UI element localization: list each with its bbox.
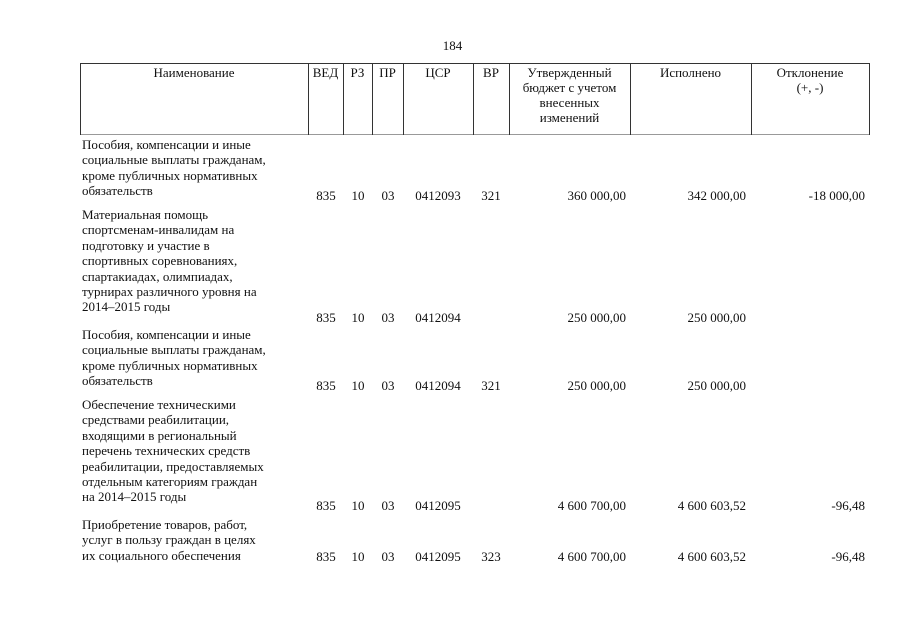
name-line: обязательств xyxy=(82,183,153,199)
name-line: кроме публичных нормативных xyxy=(82,357,258,373)
cell-approved: 4 600 700,00 xyxy=(557,498,626,513)
name-line: кроме публичных нормативных xyxy=(82,167,258,183)
cell-approved: 360 000,00 xyxy=(567,188,626,203)
name-line: услуг в пользу граждан в целях xyxy=(82,532,256,548)
cell-ved: 835 xyxy=(316,188,336,203)
table-row-name xyxy=(82,517,312,563)
header-approved-line: изменений xyxy=(539,110,600,125)
name-line: турнирах различного уровня на xyxy=(82,284,257,300)
cell-executed: 342 000,00 xyxy=(687,188,746,203)
cell-csr: 0412095 xyxy=(415,498,461,513)
cell-executed: 250 000,00 xyxy=(687,378,746,393)
header-csr: ЦСР xyxy=(425,65,451,80)
header-vr: ВР xyxy=(483,65,499,80)
cell-deviation: -96,48 xyxy=(831,498,865,513)
header-pr: ПР xyxy=(379,65,396,80)
cell-pr: 03 xyxy=(381,498,395,513)
cell-deviation: -18 000,00 xyxy=(808,188,865,203)
header-approved-line: Утвержденный xyxy=(527,65,612,80)
name-line: перечень технических средств xyxy=(82,443,251,459)
name-line: Приобретение товаров, работ, xyxy=(82,517,248,532)
cell-csr: 0412095 xyxy=(415,549,461,564)
name-line: средствами реабилитации, xyxy=(82,412,230,428)
name-line: Пособия, компенсации и иные xyxy=(82,137,251,152)
name-line: Обеспечение техническими xyxy=(82,397,236,412)
cell-ved: 835 xyxy=(316,310,336,325)
header-deviation-line: Отклонение xyxy=(776,65,844,80)
header-approved-line: бюджет с учетом xyxy=(522,80,617,95)
name-line: спортивных соревнованиях, xyxy=(82,253,238,269)
cell-pr: 03 xyxy=(381,310,395,325)
header-approved xyxy=(509,65,630,125)
name-line: Материальная помощь xyxy=(82,207,209,222)
header-rz: РЗ xyxy=(350,65,365,80)
name-line: спартакиадах, олимпиадах, xyxy=(82,268,233,284)
name-line: социальные выплаты гражданам, xyxy=(82,342,266,358)
page-number: 184 xyxy=(442,38,463,53)
table-row-name xyxy=(82,397,312,505)
name-line: на 2014–2015 годы xyxy=(82,489,187,505)
cell-rz: 10 xyxy=(351,498,365,513)
name-line: спортсменам-инвалидам на xyxy=(82,222,235,238)
cell-csr: 0412094 xyxy=(415,378,461,393)
cell-approved: 4 600 700,00 xyxy=(557,549,626,564)
cell-pr: 03 xyxy=(381,188,395,203)
cell-rz: 10 xyxy=(351,378,365,393)
cell-rz: 10 xyxy=(351,310,365,325)
cell-deviation: -96,48 xyxy=(831,549,865,564)
name-line: 2014–2015 годы xyxy=(82,299,171,315)
cell-executed: 250 000,00 xyxy=(687,310,746,325)
cell-pr: 03 xyxy=(381,378,395,393)
table-row-name xyxy=(82,327,312,389)
col-divider xyxy=(869,63,870,135)
name-line: социальные выплаты гражданам, xyxy=(82,152,266,168)
cell-csr: 0412093 xyxy=(415,188,461,203)
cell-csr: 0412094 xyxy=(415,310,461,325)
cell-vr: 321 xyxy=(481,378,501,393)
cell-rz: 10 xyxy=(351,188,365,203)
name-line: обязательств xyxy=(82,373,153,389)
name-line: подготовку и участие в xyxy=(82,237,210,253)
name-line: входящими в региональный xyxy=(82,427,237,443)
table-row-name xyxy=(82,207,312,315)
cell-ved: 835 xyxy=(316,498,336,513)
cell-executed: 4 600 603,52 xyxy=(677,549,746,564)
cell-approved: 250 000,00 xyxy=(567,310,626,325)
cell-vr: 321 xyxy=(481,188,501,203)
header-deviation xyxy=(751,65,869,95)
name-line: реабилитации, предоставляемых xyxy=(82,458,264,474)
cell-ved: 835 xyxy=(316,549,336,564)
header-approved-line: внесенных xyxy=(539,95,600,110)
header-deviation-line: (+, -) xyxy=(796,80,824,95)
header-name: Наименование xyxy=(153,65,235,80)
name-line: их социального обеспечения xyxy=(82,547,241,563)
cell-rz: 10 xyxy=(351,549,365,564)
cell-ved: 835 xyxy=(316,378,336,393)
cell-pr: 03 xyxy=(381,549,395,564)
name-line: Пособия, компенсации и иные xyxy=(82,327,251,342)
header-ved: ВЕД xyxy=(312,65,339,80)
cell-vr: 323 xyxy=(481,549,501,564)
header-executed: Исполнено xyxy=(659,65,722,80)
cell-executed: 4 600 603,52 xyxy=(677,498,746,513)
table-row-name xyxy=(82,137,312,199)
cell-approved: 250 000,00 xyxy=(567,378,626,393)
name-line: отдельным категориям граждан xyxy=(82,474,258,490)
